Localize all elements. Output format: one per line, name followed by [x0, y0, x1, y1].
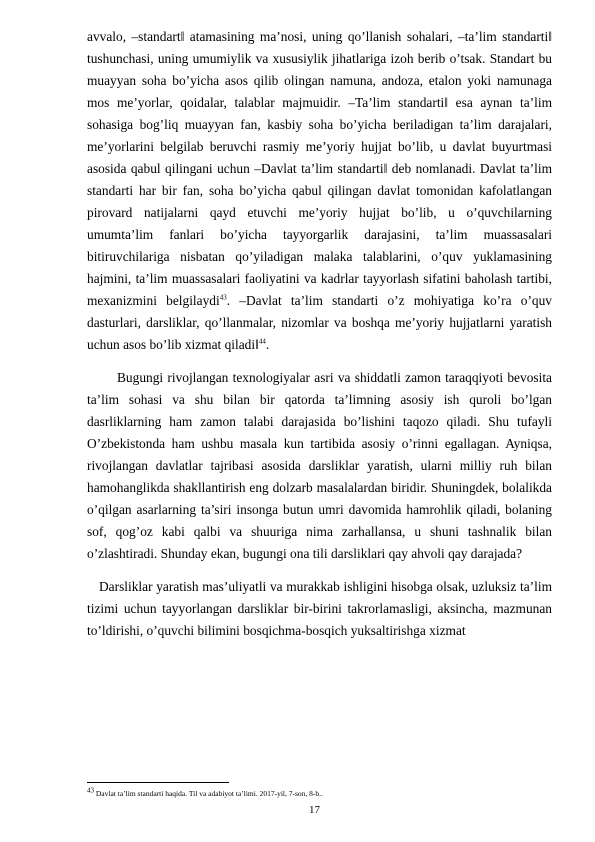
footnote-marker: 43: [87, 786, 94, 795]
paragraph-3: Darsliklar yaratish mas’uliyatli va murakkab ishligini hisobga olsak, uzluksiz ta’lim tizimi uchun tayyorlangan darsliklar bir-birini takrorlamasligi, aksincha, mazmunan to’ldirishi, o’quvchi bilimini bosqichma-bosqich yuksaltirishga xizmat: [87, 579, 552, 638]
paragraph-1-text: avvalo, –standart‖ atamasining ma’nosi, uning qo’llanish sohalari, –ta’lim standarti‖ tushunchasi, uning umumiylik va xususiylik jihatlariga izoh berib o’tsak. Standart bu muayyan soha bo’yicha asos qilib olingan namuna, andoza, etalon yoki namunaga mos me’yorlar, qoidalar, talablar majmuidir. –Ta’lim standarti‖ esa aynan ta’lim sohasiga bog’liq muayyan fan, kasbiy soha bo’yicha beriladigan ta’lim darajalari, me’yorlarini belgilab beruvchi rasmiy me’yoriy hujjat bo’lib, u davlat buyurtmasi asosida qabul qilingani uchun –Davlat ta’lim standarti‖ deb nomlanadi. Davlat ta’lim standarti har bir fan, soha bo’yicha qabul qilingan davlat tomonidan kafolatlangan pirovard natijalarni qayd etuvchi me’yoriy hujjat bo’lib, u o’quvchilarning umumta’lim fanlari bo’yicha tayyorgarlik darajasini, ta’lim muassasalari bitiruvchilariga nisbatan qo’yiladigan malaka talablarini, o’quv yuklamasining hajmini, ta’lim muassasalari faoliyatini va kadrlar tayyorlash sifatini baholash tartibi, mexanizmini belgilaydi: [87, 29, 552, 308]
page-number: 17: [309, 804, 320, 816]
footnote-ref-43[interactable]: 43: [219, 293, 227, 302]
footnote: [87, 786, 552, 799]
paragraph-2: Bugungi rivojlangan texnologiyalar asri va shiddatli zamon taraqqiyoti bevosita ta’lim sohasi va shu bilan bir qatorda ta’limning asosiy ish quroli bo’lgan dasrliklarning ham zamon talabi darajasida bo’lishini taqozo qiladi. Shu tufayli O’zbekistonda ham ushbu masala kun tartibida asosiy o’rinni egallagan. Ayniqsa, rivojlangan davlatlar tajribasi asosida darsliklar yaratish, ularni milliy ruh bilan hamohanglikda shakllantirish eng dolzarb masalalardan biridir. Shuningdek, bolalikda o’qilgan asarlarning ta’siri insonga butun umri davomida hamrohlik qiladi, bolaning sof, qog’oz kabi qalbi va shuuriga nima zarhallansa, u shuni tashnalik bilan o’zlashtiradi. Shunday ekan, bugungi ona tili darsliklari qay ahvoli qay darajada?: [87, 370, 552, 561]
page-body: [87, 26, 552, 642]
footnote-text: Davlat ta’lim standarti haqida. Til va adabiyot ta’limi. 2017-yil, 7-son, 8-b..: [94, 789, 323, 798]
paragraph-1-end: .: [265, 337, 270, 352]
footnote-divider: [87, 782, 229, 783]
paragraph-1: [87, 26, 552, 356]
paragraph-1-text-cont: . –Davlat ta’lim standarti o’z mohiyatiga ko’ra o’quv dasturlari, darsliklar, qo’llanmalar, nizomlar va boshqa me’yoriy hujjatlarni yaratish uchun asos bo’lib xizmat qiladi‖: [87, 293, 553, 352]
footnote-ref-44[interactable]: 44: [258, 337, 266, 346]
